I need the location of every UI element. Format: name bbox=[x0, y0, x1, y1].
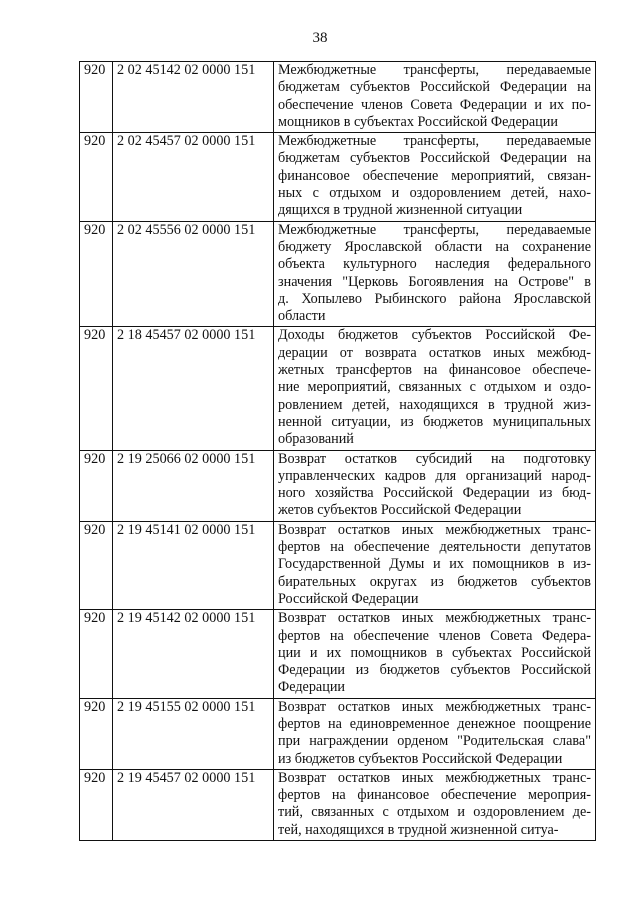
admin-code-cell: 920 bbox=[80, 221, 113, 327]
description-line: объекта культурного наследия федерального bbox=[278, 256, 591, 273]
admin-code-cell: 920 bbox=[80, 769, 113, 840]
table-body bbox=[80, 62, 596, 841]
description-cell bbox=[274, 521, 596, 609]
description-line: Российской Федерации bbox=[278, 590, 419, 607]
revenue-code-cell: 2 19 45457 02 0000 151 bbox=[113, 769, 274, 840]
revenue-code-cell: 2 19 45155 02 0000 151 bbox=[113, 698, 274, 769]
description-line: ненной ситуации, из бюджетов муниципальных bbox=[278, 413, 591, 430]
revenue-code-cell: 2 19 45141 02 0000 151 bbox=[113, 521, 274, 609]
description-line: Межбюджетные трансферты, передаваемые bbox=[278, 62, 591, 78]
description-line: Возврат остатков субсидий на подготовку bbox=[278, 450, 591, 467]
description-line: тий, связанных с отдыхом и оздоровлением де- bbox=[278, 804, 591, 821]
description-line: Государственной Думы и их помощников в из- bbox=[278, 556, 591, 573]
description-cell bbox=[274, 133, 596, 221]
description-cell bbox=[274, 62, 596, 133]
table-row bbox=[80, 62, 596, 133]
description-line: ние мероприятий, связанных с отдыхом и оздо- bbox=[278, 379, 591, 396]
description-line: тей, находящихся в трудной жизненной ситуа- bbox=[278, 821, 559, 838]
table-row bbox=[80, 327, 596, 450]
description-cell bbox=[274, 698, 596, 769]
description-line: фертов на обеспечение членов Совета Федера- bbox=[278, 627, 591, 644]
description-cell bbox=[274, 327, 596, 450]
description-cell bbox=[274, 610, 596, 698]
revenue-code-cell: 2 19 25066 02 0000 151 bbox=[113, 450, 274, 521]
description-cell bbox=[274, 769, 596, 840]
table-row bbox=[80, 769, 596, 840]
description-line: Доходы бюджетов субъектов Российской Фе- bbox=[278, 327, 591, 344]
description-line: Возврат остатков иных межбюджетных транс- bbox=[278, 610, 591, 627]
description-line: ных с отдыхом и оздоровлением детей, нахо- bbox=[278, 185, 591, 202]
revenue-code-cell: 2 02 45142 02 0000 151 bbox=[113, 62, 274, 133]
description-line: Межбюджетные трансферты, передаваемые bbox=[278, 133, 591, 150]
admin-code-cell: 920 bbox=[80, 521, 113, 609]
page-number: 38 bbox=[312, 30, 328, 46]
description-line: управленческих кадров для организаций народ- bbox=[278, 467, 591, 484]
description-line: Возврат остатков иных межбюджетных транс- bbox=[278, 521, 591, 538]
description-line: фертов на обеспечение деятельности депутатов bbox=[278, 539, 591, 556]
description-line: Межбюджетные трансферты, передаваемые bbox=[278, 221, 591, 238]
description-line: ровлением детей, находящихся в трудной жиз- bbox=[278, 396, 591, 413]
admin-code-cell: 920 bbox=[80, 62, 113, 133]
admin-code-cell: 920 bbox=[80, 450, 113, 521]
description-cell bbox=[274, 221, 596, 327]
description-line: обеспечение членов Совета Федерации и их по- bbox=[278, 96, 591, 113]
description-cell bbox=[274, 450, 596, 521]
description-line: д. Хопылево Рыбинского района Ярославской bbox=[278, 290, 591, 307]
revenue-code-cell: 2 19 45142 02 0000 151 bbox=[113, 610, 274, 698]
table-row bbox=[80, 221, 596, 327]
description-line: из бюджетов субъектов Российской Федерации bbox=[278, 750, 563, 767]
description-line: фертов на единовременное денежное поощрение bbox=[278, 715, 591, 732]
admin-code-cell: 920 bbox=[80, 610, 113, 698]
table-row bbox=[80, 610, 596, 698]
description-line: дерации от возврата остатков иных межбюд- bbox=[278, 344, 591, 361]
description-line: образований bbox=[278, 431, 354, 448]
description-line: Возврат остатков иных межбюджетных транс- bbox=[278, 698, 591, 715]
description-line: Федерации bbox=[278, 679, 346, 696]
table-row bbox=[80, 521, 596, 609]
admin-code-cell: 920 bbox=[80, 133, 113, 221]
description-line: области bbox=[278, 308, 326, 325]
description-line: значения "Церковь Богоявления на Острове" в bbox=[278, 273, 591, 290]
description-line: ного хозяйства Российской Федерации из бюд- bbox=[278, 485, 591, 502]
description-line: дящихся в трудной жизненной ситуации bbox=[278, 202, 523, 219]
description-line: мощников в субъектах Российской Федерации bbox=[278, 113, 558, 130]
table-row bbox=[80, 133, 596, 221]
admin-code-cell: 920 bbox=[80, 327, 113, 450]
revenue-code-cell: 2 02 45457 02 0000 151 bbox=[113, 133, 274, 221]
description-line: фертов на финансовое обеспечение мероприя- bbox=[278, 787, 591, 804]
description-line: ции и их помощников в субъектах Российской bbox=[278, 644, 591, 661]
revenue-code-cell: 2 02 45556 02 0000 151 bbox=[113, 221, 274, 327]
description-line: бюджетам субъектов Российской Федерации на bbox=[278, 79, 591, 96]
description-line: бюджетам субъектов Российской Федерации на bbox=[278, 150, 591, 167]
description-line: Возврат остатков иных межбюджетных транс- bbox=[278, 769, 591, 786]
description-line: бюджету Ярославской области на сохранение bbox=[278, 238, 591, 255]
description-line: жетных трансфертов на финансовое обеспече- bbox=[278, 362, 591, 379]
description-line: Федерации из бюджетов субъектов Российской bbox=[278, 662, 591, 679]
admin-code-cell: 920 bbox=[80, 698, 113, 769]
revenue-code-cell: 2 18 45457 02 0000 151 bbox=[113, 327, 274, 450]
description-line: при награждении орденом "Родительская слава" bbox=[278, 733, 591, 750]
table-row bbox=[80, 450, 596, 521]
description-line: финансовое обеспечение мероприятий, связан- bbox=[278, 167, 591, 184]
table-row bbox=[80, 698, 596, 769]
budget-classification-table bbox=[79, 61, 596, 841]
description-line: бирательных округах из бюджетов субъектов bbox=[278, 573, 591, 590]
description-line: жетов субъектов Российской Федерации bbox=[278, 502, 522, 519]
